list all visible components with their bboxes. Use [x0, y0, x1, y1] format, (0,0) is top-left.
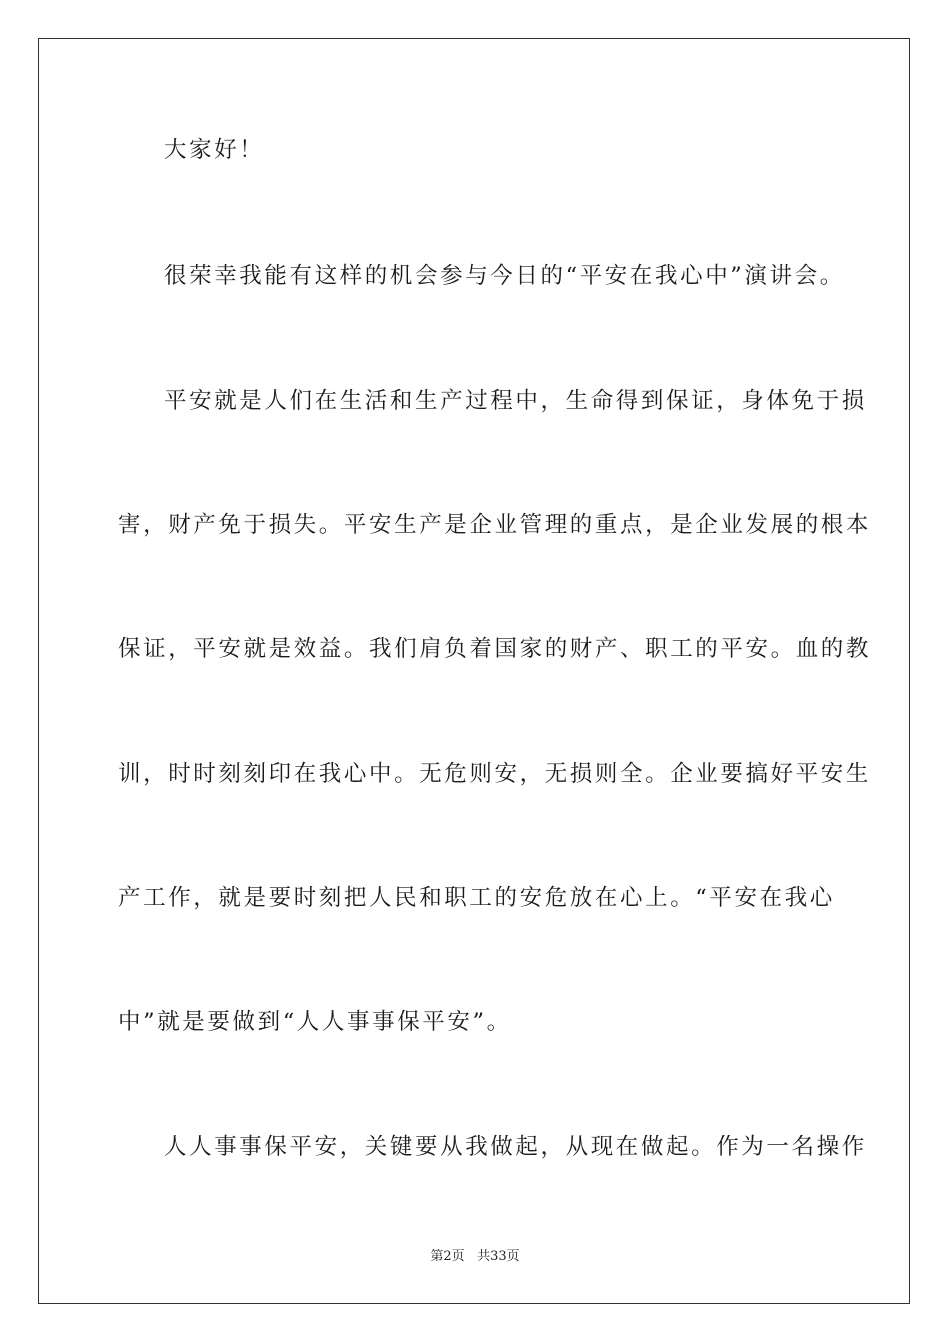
- page-total: 共33页: [477, 1249, 520, 1264]
- page-number: 第2页: [430, 1249, 465, 1264]
- greeting-line: 大家好！: [164, 137, 265, 163]
- page-footer: [0, 1249, 950, 1265]
- paragraph-2-line-3: 保证，平安就是效益。我们肩负着国家的财产、职工的平安。血的教: [118, 636, 872, 662]
- paragraph-2-line-4: 训，时时刻刻印在我心中。无危则安，无损则全。企业要搞好平安生: [118, 761, 872, 787]
- paragraph-1-line-1: 很荣幸我能有这样的机会参与今日的“平安在我心中”演讲会。: [164, 263, 845, 289]
- paragraph-2-line-5: 产工作，就是要时刻把人民和职工的安危放在心上。“平安在我心: [118, 885, 835, 911]
- paragraph-2-line-1: 平安就是人们在生活和生产过程中，生命得到保证，身体免于损: [164, 388, 867, 414]
- page-frame: [38, 38, 910, 1304]
- paragraph-2-line-2: 害，财产免于损失。平安生产是企业管理的重点，是企业发展的根本: [118, 512, 872, 538]
- paragraph-3-line-1: 人人事事保平安，关键要从我做起，从现在做起。作为一名操作: [164, 1134, 867, 1160]
- paragraph-2-line-6: 中”就是要做到“人人事事保平安”。: [118, 1009, 512, 1035]
